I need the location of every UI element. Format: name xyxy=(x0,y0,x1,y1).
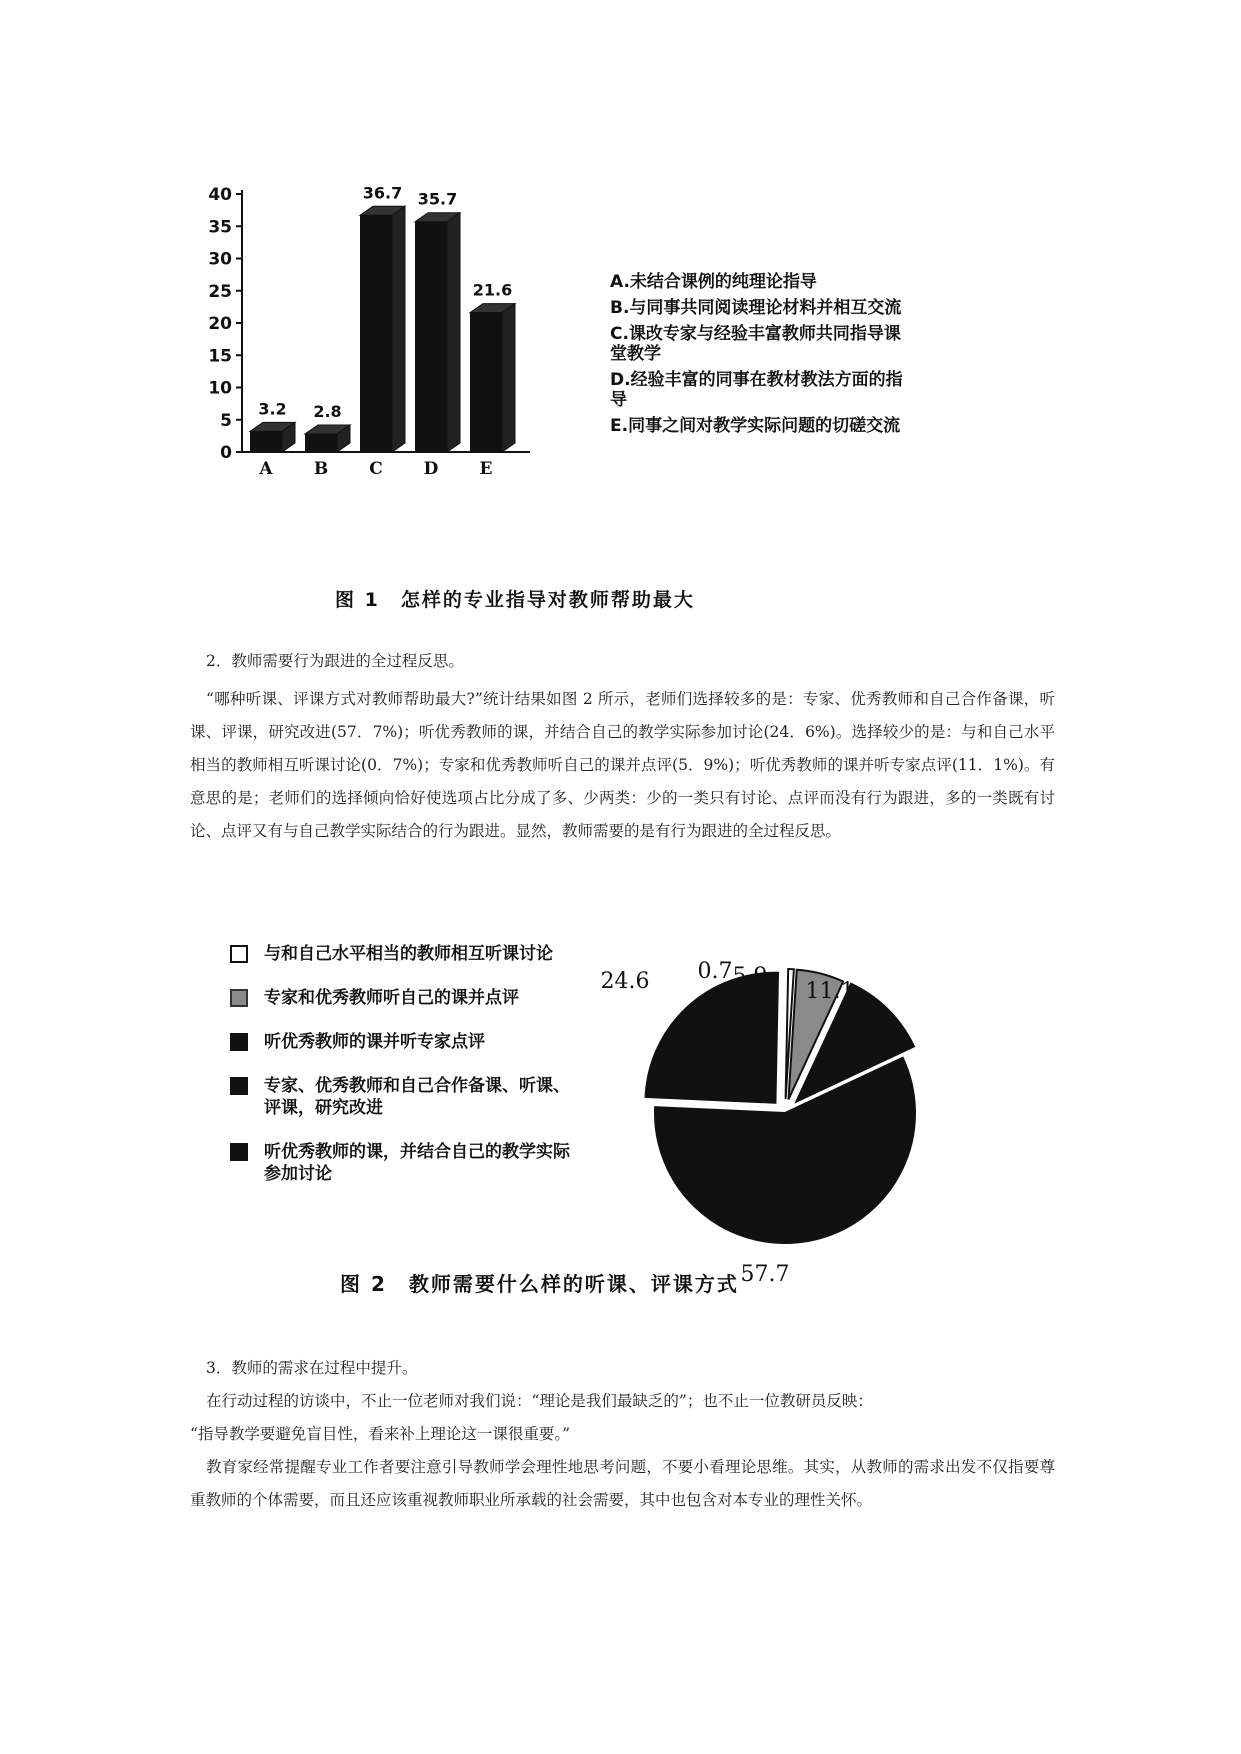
bar-chart xyxy=(190,165,610,565)
legend-item-e: E.同事之间对教学实际问题的切磋交流 xyxy=(610,416,901,436)
section-2-body: “哪种听课、评课方式对教师帮助最大?”统计结果如图 2 所示，老师们选择较多的是：专家、优秀教师和自己合作备课，听课、评课，研究改进(57．7%)；听优秀教师的课，并结合自己的教学实际参加讨论(24．6%)。选择较少的是：与和自己水平相当的教师相互听课讨论(0．7%)；专家和优秀教师听自己的课并点评(5．9%)；听优秀教师的课并听专家点评(11．1%)。有意思的是；老师们的选择倾向恰好使选项占比分成了多、少两类：少的一类只有讨论、点评而没有行为跟进，多的一类既有讨论、点评又有与自己教学实际结合的行为跟进。显然，教师需要的是有行为跟进的全过程反思。 xyxy=(190,690,1055,840)
section-3-heading: 3．教师的需求在过程中提升。 xyxy=(206,1359,418,1377)
bar-B xyxy=(305,434,337,452)
legend-item-a: A.未结合课例的纯理论指导 xyxy=(610,272,817,292)
figure-1-caption: 图 1 怎样的专业指导对教师帮助最大 xyxy=(335,589,695,611)
section-2-heading: 2．教师需要行为跟进的全过程反思。 xyxy=(206,652,464,670)
legend-label: 听优秀教师的课，并结合自己的教学实际参加讨论 xyxy=(264,1142,570,1184)
y-tick-label: 0 xyxy=(220,443,232,463)
legend-label: 专家、优秀教师和自己合作备课、听课、评课，研究改进 xyxy=(264,1076,570,1118)
figure-2 xyxy=(230,928,950,1298)
y-tick-label: 5 xyxy=(220,410,232,431)
figure-2-caption: 图 2 教师需要什么样的听课、评课方式 xyxy=(340,1272,739,1296)
y-tick-label: 25 xyxy=(208,281,232,302)
y-tick-label: 35 xyxy=(208,217,232,238)
section-3-para-1: 在行动过程的访谈中，不止一位老师对我们说：“理论是我们最缺乏的”；也不止一位教研员反映： xyxy=(206,1392,873,1410)
bar-side-C xyxy=(392,206,405,452)
legend-item-c: C.课改专家与经验丰富教师共同指导课堂教学 xyxy=(610,324,901,364)
bar-C xyxy=(360,215,392,452)
bar-chart-legend xyxy=(610,272,910,442)
y-tick-label: 20 xyxy=(208,314,232,334)
legend-item-d: D.经验丰富的同事在教材教法方面的指导 xyxy=(610,370,903,410)
data-label: 21.6 xyxy=(472,280,513,300)
data-label: 36.7 xyxy=(362,183,403,203)
y-tick-label: 10 xyxy=(208,378,232,399)
y-tick-label: 15 xyxy=(208,346,232,367)
legend-item-b: B.与同事共同阅读理论材料并相互交流 xyxy=(610,298,902,318)
bar-E xyxy=(470,313,502,452)
pie-label-3: 11.1 xyxy=(805,979,855,1004)
legend-label: 专家和优秀教师听自己的课并点评 xyxy=(264,988,519,1008)
y-tick-label: 30 xyxy=(208,249,232,270)
data-label: 35.7 xyxy=(417,189,458,209)
bar-side-E xyxy=(502,304,515,452)
y-tick-label: 40 xyxy=(208,185,232,205)
bar-A xyxy=(250,431,282,452)
data-label: 3.2 xyxy=(258,399,287,419)
bar-side-D xyxy=(447,213,460,452)
x-tick-label: D xyxy=(423,459,439,479)
figure-1 xyxy=(190,165,910,625)
legend-label: 听优秀教师的课并听专家点评 xyxy=(264,1032,485,1052)
pie-label-1: 0.7 xyxy=(697,959,733,984)
pie-label-4: 57.7 xyxy=(740,1262,790,1287)
section-3-para-2: 教育家经常提醒专业工作者要注意引导教师学会理性地思考问题，不要小看理论思维。其实，从教师的需求出发不仅指要尊重教师的个体需要，而且还应该重视教师职业所承载的社会需要，其中也包含对本专业的理性关怀。 xyxy=(190,1458,1055,1509)
x-tick-label: A xyxy=(259,459,273,479)
x-tick-label: C xyxy=(369,459,383,479)
data-label: 2.8 xyxy=(313,401,342,421)
pie-label-5: 24.6 xyxy=(600,969,650,994)
section-3-para-1-cont: “指导教学要避免盲目性，看来补上理论这一课很重要。” xyxy=(190,1425,571,1443)
x-tick-label: B xyxy=(313,459,329,479)
pie-label-2: 5.9 xyxy=(732,964,768,989)
pie-slice-5 xyxy=(646,973,778,1103)
bar-D xyxy=(415,222,447,452)
legend-label: 与和自己水平相当的教师相互听课讨论 xyxy=(264,944,553,964)
x-tick-label: E xyxy=(479,459,493,479)
